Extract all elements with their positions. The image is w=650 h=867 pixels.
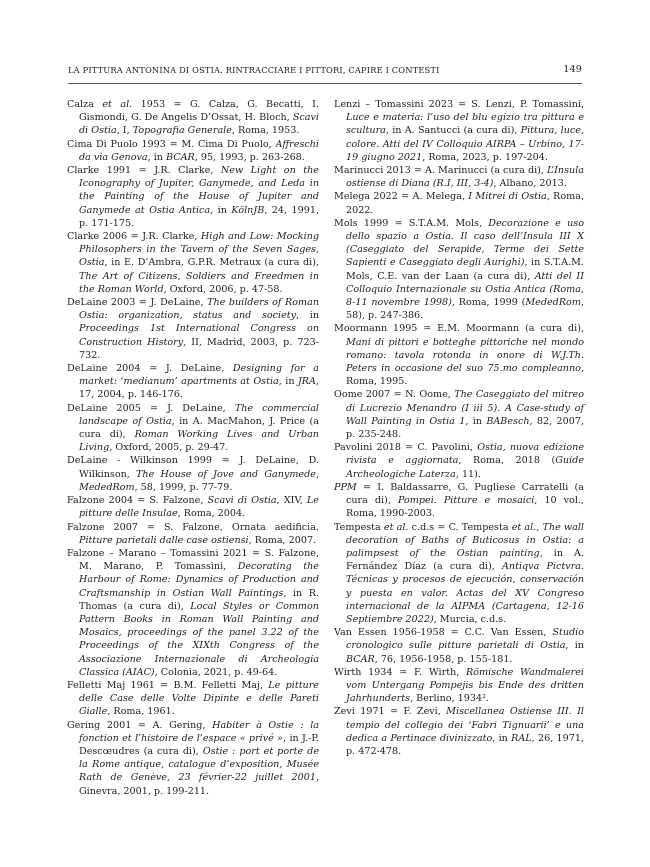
entry-text: DeLaine - Wilkinson 1999 = J. DeLaine, D. Wilkinson, (67, 455, 319, 480)
entry-italic-text: The Caseggiato del mitreo di Lucrezio Menandro (I iii 5). A Case-study of Wall Painting in Ostia 1 (346, 389, 584, 427)
entry-italic-text: High and Low: Mocking Philosophers in the Tavern of the Seven Sages, Ostia (79, 231, 319, 269)
bibliography-entry (334, 441, 584, 481)
bibliography-entry (334, 521, 584, 627)
entry-text: , 82, 2007, p. 235-248. (346, 415, 584, 441)
entry-text: , (536, 521, 543, 533)
entry-text: , Roma, 1961. (107, 706, 175, 718)
entry-text: , in (278, 376, 298, 388)
entry-text: , in (210, 204, 232, 216)
entry-italic-text: Affreschi da via Genova (79, 138, 319, 163)
entry-text: , Roma, 1995. (346, 363, 584, 388)
entry-italic-text: Habiter à Ostie : la fonction et l’histoire de l’espace « privé » (79, 719, 319, 744)
entry-italic-text: et al. (383, 521, 409, 533)
entry-italic-text: BCAR (346, 653, 375, 665)
entry-italic-text: Scavi di Ostia (207, 495, 277, 507)
entry-text: , 58, 1999, p. 77-79. (134, 481, 233, 493)
bibliography-entry (67, 230, 319, 296)
entry-text: , Roma, 1999 ( (451, 297, 526, 309)
entry-text: Clarke 1991 = J.R. Clarke, (67, 165, 221, 177)
entry-text: , Colonia, 2021, p. 49-64. (154, 666, 278, 678)
entry-italic-text: Ostie : port et porte de la Rome antique, catalogue d’exposition, Musée Rath de Genève, 23 février-22 juillet 2001 (79, 745, 319, 784)
entry-text: , Roma, 2022. (346, 191, 584, 216)
entry-text: 1953 = G. Calza, G. Becatti, I. Gismondi, G. De Angelis D’Ossat, H. Bloch, (79, 99, 320, 124)
entry-text: Falzone – Marano – Tomassini 2021 = S. Falzone, M. Marano, P. Tomassini, (67, 547, 319, 573)
entry-italic-text: Pitture parietali dalle case ostiensi (79, 534, 249, 546)
entry-text: DeLaine 2003 = J. DeLaine, (67, 297, 208, 309)
entry-text: Calza (67, 99, 103, 110)
bibliography-entry (334, 626, 584, 666)
entry-italic-text: The builders of Roman Ostia: organization, status and society (79, 297, 320, 322)
entry-text: , in R. Thomas (a cura di), (79, 587, 319, 612)
entry-italic-text: Decorating the Harbour of Rome: Dynamics of Production and Craftsmanship in Ostian Wall Paintings (79, 561, 319, 599)
entry-italic-text: PPM (334, 481, 357, 493)
entry-text: , Roma, 1953. (231, 125, 300, 137)
entry-italic-text: MededRom (525, 297, 581, 309)
entry-text: , in E. D’Ambra, G.P.R. Metraux (a cura di), (104, 257, 319, 269)
entry-text: , in (296, 310, 319, 322)
entry-text: , 58), p. 247-386. (346, 297, 584, 322)
entry-text: DeLaine 2004 = J. DeLaine, (67, 363, 233, 375)
entry-text: Falzone 2007 = S. Falzone, Ornata aedificia. (67, 521, 319, 533)
bibliography-entry (67, 679, 319, 719)
bibliography-entry (67, 164, 319, 230)
entry-text: , Albano, 2013. (493, 178, 567, 190)
entry-text: Van Essen 1956-1958 = C.C. Van Essen, (334, 627, 553, 639)
entry-text: , in (147, 151, 167, 163)
entry-italic-text: Proceedings 1st International Congress on Construction History (79, 323, 319, 348)
entry-italic-text: Ostia, nuova edizione rivista e aggiornata (346, 442, 584, 467)
entry-italic-text: Römische Wandmalerei vom Untergang Pompejis bis Ende des dritten Jahrhunderts (346, 666, 584, 705)
bibliography-entry (334, 666, 584, 706)
entry-text: , 10 vol., Roma, 1990-2003. (346, 495, 584, 520)
entry-italic-text: Pompei. Pitture e mosaici (397, 495, 535, 507)
entry-text: , Murcia, c.d.s. (433, 613, 507, 625)
entry-text: Falzone 2004 = S. Falzone, (67, 495, 208, 507)
entry-italic-text: Local Styles or Common Pattern Books in Roman Wall Painting and Mosaics, proceedings of the panel 3.22 of the Proceedings of the XIXth Congress of the Associazione Internazionale di Archeologia Classica (AIAC) (79, 600, 319, 678)
bibliography-entry (334, 98, 584, 164)
entry-text: , in (565, 640, 584, 652)
running-title: LA PITTURA ANTONINA DI OSTIA. RINTRACCIARE I PITTORI, CAPIRE I CONTESTI (68, 65, 440, 75)
entry-italic-text: New Light on the Iconography of Jupiter, Ganymede, and Leda in the Painting of the House of Jupiter and Ganymede at Ostia Antica (79, 165, 319, 216)
bibliography-left-column (67, 98, 319, 798)
entry-text: Oome 2007 = N. Oome, (334, 389, 455, 401)
entry-text: Tempesta (334, 521, 384, 533)
bibliography-entry (67, 494, 319, 520)
entry-italic-text: BABesch (486, 415, 530, 427)
entry-italic-text: The House of Jove and Ganymede (136, 468, 316, 480)
entry-italic-text: KölnJB (231, 204, 265, 216)
entry-italic-text: Roman Working Lives and Urban Living (79, 429, 319, 454)
entry-text: , 24, 1991, p. 171-175. (79, 204, 319, 229)
entry-text: , XIV, (276, 495, 307, 507)
entry-italic-text: BCAR (166, 151, 195, 163)
entry-italic-text: I Mitrei di Ostia (468, 191, 547, 203)
entry-italic-text: Le pitture delle Case delle Volte Dipinte e delle Pareti Gialle (79, 679, 319, 718)
bibliography-entry (67, 521, 319, 547)
entry-text: Mols 1999 = S.T.A.M. Mols, (334, 217, 489, 229)
entry-italic-text: et al. (511, 521, 537, 533)
entry-text: Melega 2022 = A. Melega, (334, 191, 469, 203)
entry-text: , (315, 468, 319, 480)
entry-text: = I. Baldassarre, G. Pugliese Carratelli (a cura di), (346, 481, 584, 507)
entry-text: , in J.-P. Descœudres (a cura di), (79, 732, 319, 757)
entry-text: DeLaine 2005 = J. DeLaine, (67, 402, 235, 414)
entry-italic-text: RAL (511, 732, 532, 744)
bibliography-right-column (334, 98, 584, 758)
entry-text: , in A. MacMahon, J. Price (a cura di), (79, 415, 319, 441)
entry-text: , I, (116, 125, 133, 137)
entry-italic-text: Le pitture delle Insulae (79, 495, 319, 520)
entry-text: Felletti Maj 1961 = B.M. Felletti Maj, (67, 679, 269, 691)
entry-text: , 95, 1993, p. 263-268. (194, 151, 305, 163)
entry-text: Lenzi – Tomassini 2023 = S. Lenzi, P. Tomassini, (334, 99, 584, 110)
entry-text: , Roma, 2023, p. 197-204. (422, 151, 548, 163)
entry-italic-text: Decorazione e uso dello spazio a Ostia. Il caso dell’Insula III X (Caseggiato del Serapide, Terme dei Sette Sapienti e Caseggiato degli Aurighi) (346, 217, 585, 269)
bibliography-entry (334, 481, 584, 521)
entry-text: , 26, 1971, p. 472-478. (346, 732, 585, 757)
bibliography-entry (334, 705, 584, 758)
entry-italic-text: The commercial landscape of Ostia (79, 402, 319, 427)
entry-text: , Ginevra, 2001, p. 199-211. (79, 772, 319, 797)
entry-text: Pavolini 2018 = C. Pavolini, (334, 442, 478, 454)
entry-italic-text: Topografia Generale (132, 125, 232, 137)
entry-text: , 76, 1956-1958, p. 155-181. (374, 653, 513, 665)
entry-text: , II, Madrid, 2003, p. 723-732. (79, 336, 319, 361)
entry-italic-text: Pittura, luce, colore. Atti del IV Colloquio AIRPA – Urbino, 17-19 giugno 2021 (346, 125, 584, 163)
entry-italic-text: Scavi di Ostia (79, 112, 319, 137)
bibliography-entry (334, 190, 584, 216)
bibliography-entry (67, 98, 319, 138)
bibliography-entry (334, 217, 584, 323)
entry-text: Gering 2001 = A. Gering, (67, 719, 213, 731)
entry-text: , in A. Santucci (a cura di), (385, 125, 521, 137)
bibliography-entry (67, 402, 319, 455)
entry-italic-text: Designing for a market: ‘medianum’ apartments at Ostia (79, 363, 319, 388)
page-number: 149 (563, 64, 582, 75)
entry-text: c.d.s = C. Tempesta (408, 521, 512, 533)
entry-text: Clarke 2006 = J.R. Clarke, (67, 231, 201, 243)
bibliography-entry (67, 454, 319, 494)
entry-italic-text: et al. (102, 99, 133, 110)
entry-text: Marinucci 2013 = A. Marinucci (a cura di), (334, 165, 548, 177)
entry-italic-text: Studio cronologico sulle pitture parietali di Ostia (346, 627, 584, 652)
bibliography-entry (334, 388, 584, 441)
entry-italic-text: Atti del II Colloquio Internazionale su Ostia Antica (Roma, 8-11 novembre 1998) (346, 270, 584, 309)
entry-italic-text: Guide Archeologiche Laterza (346, 455, 584, 480)
entry-italic-text: The Art of Citizens, Soldiers and Freedmen in the Roman World (79, 270, 319, 295)
entry-text: , Roma, 2004. (177, 508, 246, 520)
entry-text: Zevi 1971 = F. Zevi, (334, 706, 447, 718)
entry-text: , in S.T.A.M. Mols, C.E. van der Laan (a cura di), (346, 257, 584, 282)
entry-text: , Roma, 2018 ( (458, 455, 556, 467)
entry-italic-text: JRA (297, 376, 316, 388)
bibliography-entry (67, 719, 319, 798)
entry-text: , Berlino, 1934². (410, 693, 489, 705)
entry-text: , 17, 2004, p. 146-176. (79, 376, 320, 401)
bibliography-entry (67, 296, 319, 362)
entry-italic-text: Miscellanea Ostiense III. Il tempio del collegio dei ‘Fabri Tignuarii’ e una dedica a Pertinace divinizzato (346, 706, 584, 744)
entry-italic-text: L’Insula ostiense di Diana (R.I, III, 3-4) (346, 165, 584, 190)
entry-text: , in (492, 732, 512, 744)
entry-text: , 11). (455, 468, 481, 480)
entry-italic-text: Antiqva Pictvra. Técnicas y procesos de ejecución, conservación y puesta en valor. Actas del XV Congreso internacional de la AIPMA (Cartagena, 12-16 Septiembre 2022) (346, 561, 584, 625)
entry-text: , Roma, 2007. (248, 534, 317, 546)
entry-italic-text: Luce e materia: l’uso del blu egizio tra pittura e scultura (346, 112, 584, 137)
entry-text: , Oxford, 2006, p. 47-58. (163, 283, 283, 295)
entry-text: , in A. Fernández Díaz (a cura di), (346, 547, 584, 573)
entry-text: Moormann 1995 = E.M. Moormann (a cura di), (334, 323, 584, 335)
running-header (68, 61, 582, 81)
entry-text: Wirth 1934 = F. Wirth, (334, 666, 467, 678)
entry-italic-text: The wall decoration of Baths of Buticosus in Ostia: a palimpsest of the Ostian painting (346, 521, 584, 559)
bibliography-entry (334, 322, 584, 388)
entry-text: , in (465, 415, 487, 427)
entry-text: , Oxford, 2005, p. 29-47. (109, 442, 229, 454)
bibliography-entry (334, 164, 584, 190)
header-rule (68, 83, 582, 84)
bibliography-entry (67, 362, 319, 402)
entry-italic-text: Mani di pittori e botteghe pittoriche nel mondo romano: tavola rotonda in onore di W.J.Th. Peters in occasione del suo 75.mo compleanno (346, 336, 584, 375)
entry-text: Cima Di Puolo 1993 = M. Cima Di Puolo, (67, 138, 276, 150)
bibliography-entry (67, 138, 319, 164)
entry-italic-text: MededRom (79, 481, 135, 493)
bibliography-entry (67, 547, 319, 679)
